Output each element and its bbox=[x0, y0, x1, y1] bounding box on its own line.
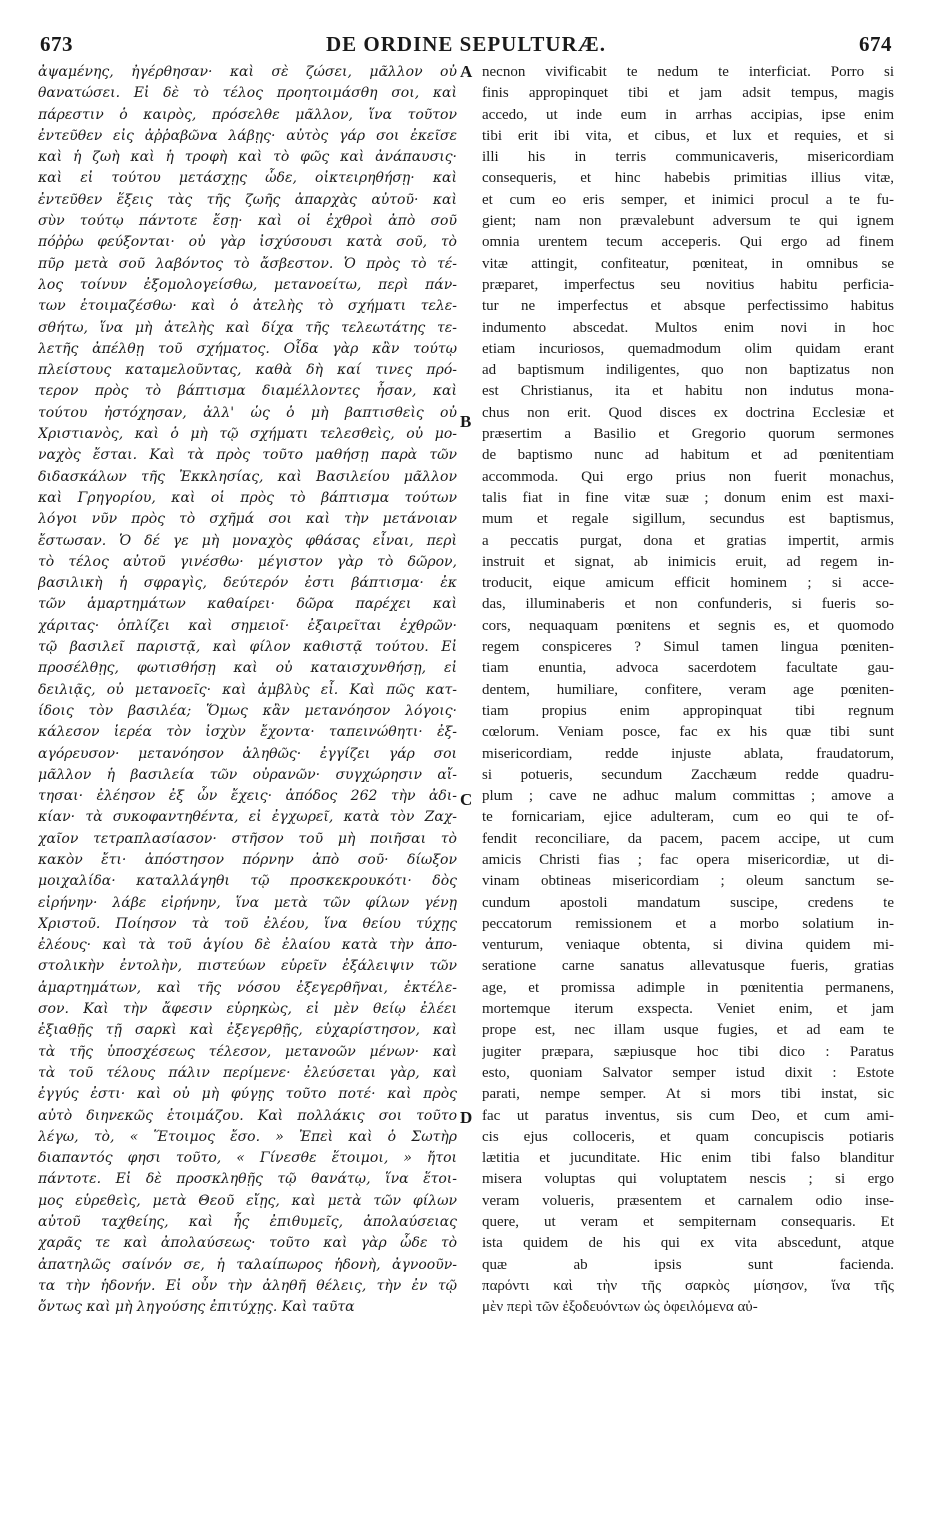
greek-text-line: πῦρ μετὰ σοῦ λαβόντος τὸ ἄσβεστον. Ὁ πρὸς τὸ τέ- bbox=[38, 255, 457, 272]
latin-text-line: tur ne imperfectus et absque perfectissimo habitus bbox=[482, 298, 894, 315]
greek-text-line: ἐξιαθῇς τῇ σαρκὶ καὶ ἐξεγερθῇς, εὐχαρίστησον, καὶ bbox=[38, 1022, 457, 1039]
latin-text-line: tiam enuntia, advoca sacerdotem facultate gau- bbox=[482, 660, 894, 677]
greek-text-line: χαῖον τετραπλασίασον· στῆσον τοῦ μὴ ποιῆσαι τὸ bbox=[38, 830, 457, 847]
greek-text-line: χαρᾶς τε καὶ ἀπολαύσεως· τοῦτο καὶ γὰρ ὧδε τὸ bbox=[38, 1235, 457, 1252]
latin-text-line: lætitia et jucunditate. Hic enim tibi falso blanditur bbox=[482, 1150, 894, 1167]
latin-text-line: troducit, eique amicum efficit hominem ; si acce- bbox=[482, 575, 894, 592]
latin-text-line: παρόντι καὶ τὴν τῆς σαρκὸς μίσησον, ἵνα τῆς bbox=[482, 1277, 894, 1294]
greek-text-line: κάλεσον ἱερέα τὸν ἰσχὺν ἔχοντα· ταπεινώθητι· ἐξ- bbox=[38, 724, 457, 741]
latin-text-line: te fornicariam, ejice adulteram, cum eo qui te of- bbox=[482, 809, 894, 826]
latin-text-line: a peccatis purgat, dona et gratias impertit, armis bbox=[482, 532, 894, 549]
greek-text-line: δειλιᾷς, οὐ μετανοεῖς· καὶ ἀμβλὺς εἶ. Καὶ πῶς κατ- bbox=[38, 681, 457, 698]
running-title: DE ORDINE SEPULTURÆ. bbox=[325, 32, 607, 56]
greek-text-line: αὐτὸ διηνεκῶς ἑτοιμάζου. Καὶ πολλάκις σοι τοῦτο bbox=[38, 1107, 457, 1124]
latin-text-line: cœlorum. Veniam posce, fac ex his quæ tibi sunt bbox=[482, 724, 894, 741]
latin-text-line: et cum eo eris semper, et inimici procul a te fu- bbox=[482, 191, 894, 208]
greek-text-line: αγόρευσον· μετανόησον ἀληθῶς· ἐγγίζει γάρ σοι bbox=[38, 745, 457, 762]
latin-text-line: cundum apostoli mandatum suscipe, credens te bbox=[482, 894, 894, 911]
greek-text-line: των ἑτοιμαζέσθω· καὶ ὁ ἀτελὴς τὸ σχήματι τελε- bbox=[38, 298, 457, 315]
latin-text-line: accommoda. Qui ergo prius non fuerit monachus, bbox=[482, 468, 894, 485]
greek-text-line: πάρεστιν ὁ καιρὸς, πρόσελθε μᾶλλον, ἵνα τοῦτον bbox=[38, 106, 457, 123]
latin-text-line: gient; nam non prævalebunt adversum te qui ignem bbox=[482, 213, 894, 230]
latin-text-line: venturum, veniaque obtenta, si divina quidem mi- bbox=[482, 937, 894, 954]
latin-text-line: regem conspiceres ? Simul tamen lingua pœniten- bbox=[482, 639, 894, 656]
greek-text-line: λόγοι νῦν πρὸς τὸ σχῆμά σοι καὶ τὴν μετάνοιαν bbox=[38, 511, 457, 528]
greek-text-line: κακὸν ἔτι· ἀπόστησον πόρνην ἀπὸ σοῦ· δίωξον bbox=[38, 851, 457, 868]
greek-text-line: ἀπατηλῶς σαίνόν σε, ἡ ταλαίπωρος ἡδονὴ, ἀγνοοῦν- bbox=[38, 1256, 457, 1273]
latin-text-line: seratione carne sanatus allevatusque fueris, gratias bbox=[482, 958, 894, 975]
latin-text-line: indumento abscedat. Multos enim novi in hoc bbox=[482, 319, 894, 336]
greek-text-line: ίδοις τὸν βασιλέα; Ὅμως κἂν μετανόησον λόγοις· bbox=[38, 702, 457, 719]
latin-text-line: fac ut paratus inventus, sis cum Deo, et cum ami- bbox=[482, 1107, 894, 1124]
greek-text-line: λετῆς ἀπέλθῃ τοῦ σχήματος. Οἶδα γὰρ κἂν τούτῳ bbox=[38, 340, 457, 357]
greek-text-line: ἐγγύς ἐστι· καὶ οὐ μὴ φύγῃς τοῦτο ποτέ· καὶ πρὸς bbox=[38, 1086, 457, 1103]
greek-text-line: τερον πρὸς τὸ βάπτισμα διαμέλλοντες ἦσαν, καὶ bbox=[38, 383, 457, 400]
greek-text-line: τὸ τέλος αὐτοῦ γινέσθω· μέγιστον γὰρ τὸ δῶρον, bbox=[38, 553, 457, 570]
greek-text-line: τα τὴν ἡδονήν. Εἰ οὖν τὴν ἀληθῆ θέλεις, τὴν ἐν τῷ bbox=[38, 1277, 457, 1294]
latin-text-line: dentem, humiliare, confitere, veram age pœniten- bbox=[482, 681, 894, 698]
latin-text-line: ad baptismum indiligentes, quo non baptizatus non bbox=[482, 362, 894, 379]
latin-text-line: illi his in terris communicaveris, misericordiam bbox=[482, 149, 894, 166]
section-marker-a: A bbox=[460, 62, 473, 81]
latin-text-line: fendit reconciliare, da pacem, pacem accipe, ut cum bbox=[482, 830, 894, 847]
page-number-left: 673 bbox=[40, 32, 73, 56]
greek-text-line: εἰρήνην· λάβε εἰρήνην, ἵνα μετὰ τῶν φίλων γένῃ bbox=[38, 894, 457, 911]
latin-text-line: ista quidem de his qui ex vita abscedunt, atque bbox=[482, 1235, 894, 1252]
latin-text-line: misera voluptas qui voluptatem nescis ; si ergo bbox=[482, 1171, 894, 1188]
greek-text-line: ἐντεῦθεν ἕξεις τὰς τῆς ζωῆς ἀπαρχὰς αὐτοῦ· καὶ bbox=[38, 191, 457, 208]
section-marker-c: C bbox=[460, 790, 473, 809]
greek-text-line: χάριτας· ὁπλίζει καὶ σημειοῖ· ἐξαιρεῖται ἐχθρῶν· bbox=[38, 617, 457, 634]
latin-text-line: veram volueris, præsentem et carnalem odio inse- bbox=[482, 1192, 894, 1209]
greek-text-line: κίαν· τὰ συκοφαντηθέντα, εἰ ἐγχωρεῖ, κατὰ τὸν Ζαχ- bbox=[38, 809, 457, 826]
page-number-right: 674 bbox=[859, 32, 892, 56]
latin-text-line: consequeris, et hinc habebis primitias illius vitæ, bbox=[482, 170, 894, 187]
section-marker-d: D bbox=[460, 1108, 473, 1127]
greek-text-line: σον. Καὶ τὴν ἄφεσιν εὑρηκὼς, εἰ μὲν θείῳ ἐλέει bbox=[38, 1001, 457, 1018]
greek-text-line: καὶ ἡ ζωὴ καὶ ἡ τροφὴ καὶ τὸ φῶς καὶ ἀνάπαυσις· bbox=[38, 149, 457, 166]
greek-text-line: ὄντως καὶ μὴ ληγούσης ἐπιτύχῃς. Καὶ ταῦτα bbox=[38, 1299, 355, 1316]
greek-text-line: καὶ Γρηγορίου, καὶ οἱ πρὸς τὸ βάπτισμα τούτων bbox=[38, 489, 457, 506]
greek-text-line: διδασκάλων τῆς Ἐκκλησίας, καὶ Βασιλείου μᾶλλον bbox=[38, 468, 457, 485]
latin-text-line: vitæ attingit, confiteatur, pœniteat, in omnibus se bbox=[482, 255, 894, 272]
latin-text-line: vinam obtineas misericordiam ; oleum sanctum se- bbox=[482, 873, 894, 890]
greek-text-line: σθήτω, ἵνα μὴ ἀτελὴς καὶ δίχα τῆς τελεωτάτης τε- bbox=[38, 319, 457, 336]
latin-text-line: μὲν περὶ τῶν ἐξοδευόντων ὡς ὀφειλόμενα αὐ- bbox=[482, 1299, 758, 1316]
greek-text-line: ἔστωσαν. Ὁ δέ γε μὴ μοναχὸς φθάσας εἶναι, περὶ bbox=[38, 532, 457, 549]
latin-text-line: præparet, imperfectus seu novitius habitu perficia- bbox=[482, 276, 894, 293]
greek-column bbox=[38, 62, 457, 1319]
greek-text-line: τὰ τοῦ τέλους πάλιν περίμενε· ἐλεύσεται γὰρ, καὶ bbox=[38, 1064, 457, 1081]
greek-text-line: πόῤῥω φεύξονται· οὐ γὰρ ἰσχύσουσι κατὰ σοῦ, τὸ bbox=[38, 234, 457, 251]
greek-text-line: ναχὸς ἔσται. Καὶ τὰ πρὸς τοῦτο μαθήσῃ παρὰ τῶν bbox=[38, 447, 457, 464]
latin-column bbox=[482, 62, 894, 1319]
greek-text-line: Χριστιανὸς, καὶ ὁ μὴ τῷ σχήματι τελεσθεὶς, οὐ μο- bbox=[38, 426, 457, 443]
latin-text-line: esto, quoniam Salvator semper istud dixit : Estote bbox=[482, 1064, 894, 1081]
latin-text-line: instruit et signat, ab inimicis eruit, ad regem in- bbox=[482, 553, 894, 570]
greek-text-line: διαπαντός φησι τοῦτο, « Γίνεσθε ἕτοιμοι, » ἤτοι bbox=[38, 1150, 457, 1167]
greek-text-line: τησαι· ἐλέησον ἐξ ὧν ἔχεις· ἀπόδος 262 τὴν ἀδι- bbox=[38, 788, 457, 805]
page-header bbox=[40, 32, 892, 58]
latin-text-line: est Christianus, ita et habitu non indutus mona- bbox=[482, 383, 894, 400]
greek-text-line: Χριστοῦ. Ποίησον τὰ τοῦ ἐλέου, ἵνα θείου τύχῃς bbox=[38, 915, 457, 932]
greek-text-line: λος τοίνυν ἐξομολογείσθω, μετανοείτω, περὶ πάν- bbox=[38, 276, 457, 293]
latin-text-line: accedo, ut inde eum in arrhas accipias, ipse enim bbox=[482, 106, 894, 123]
greek-text-line: ἐλέους· καὶ τὰ τοῦ ἁγίου δὲ ἐλαίου κατὰ τὴν ἀπο- bbox=[38, 937, 457, 954]
latin-text-line: mortemque iterum exspecta. Veniet enim, et jam bbox=[482, 1001, 894, 1018]
greek-text-line: στολικὴν ἐντολὴν, πιστεύων εὑρεῖν ἐξάλειψιν τῶν bbox=[38, 958, 457, 975]
section-marker-b: B bbox=[460, 412, 472, 431]
greek-text-line: τῶν ἁμαρτημάτων καθαίρει· δῶρα παρέχει καὶ bbox=[38, 596, 457, 613]
greek-text-line: μοιχαλίδα· καταλλάγηθι τῷ προσκεκρουκότι· δὸς bbox=[38, 873, 457, 890]
latin-text-line: finis appropinquet tibi et jam adsit tempus, magis bbox=[482, 85, 894, 102]
latin-text-line: quæ ab ipsis sunt facienda. bbox=[482, 1256, 894, 1273]
greek-text-line: τῷ βασιλεῖ παριστᾷ, καὶ φίλον καθιστᾷ τούτου. Εἰ bbox=[38, 639, 457, 656]
latin-text-line: omnia urentem tecum acceperis. Qui ergo ad finem bbox=[482, 234, 894, 251]
latin-text-line: prope est, nec illam usque fugies, et ad eam te bbox=[482, 1022, 894, 1039]
latin-text-line: præsertim a Basilio et Gregorio quorum sermones bbox=[482, 426, 894, 443]
greek-text-line: καὶ εἰ τούτου μετάσχῃς ὧδε, οἰκτειρηθήσῃ· καὶ bbox=[38, 170, 457, 187]
latin-text-line: chus non erit. Quod disces ex doctrina Ecclesiæ et bbox=[482, 404, 894, 421]
latin-text-line: plum ; cave ne adhuc malum committas ; amove a bbox=[482, 788, 894, 805]
latin-text-line: mum et regale sigillum, secundus est baptismus, bbox=[482, 511, 894, 528]
latin-text-line: de baptismo nunc ad habitum et ad pœnitentiam bbox=[482, 447, 894, 464]
latin-text-line: das, illuminaberis et non confunderis, si fueris so- bbox=[482, 596, 894, 613]
latin-text-line: tiam propius enim appropinquat tibi regnum bbox=[482, 702, 894, 719]
latin-text-line: necnon vivificabit te nedum te interficiat. Porro si bbox=[482, 64, 894, 80]
greek-text-line: αὐτοῦ ταχθείης, καὶ ἧς ἐπιθυμεῖς, ἀπολαύσειας bbox=[38, 1214, 457, 1231]
latin-text-line: age, et promissa adimple in pœnitentia permanens, bbox=[482, 979, 894, 996]
greek-text-line: ἀψαμένης, ἠγέρθησαν· καὶ σὲ ζώσει, μᾶλλον οὐ bbox=[38, 64, 457, 80]
latin-text-line: cors, nequaquam pœnitens et segnis es, et quomodo bbox=[482, 617, 894, 634]
greek-text-line: λέγω, τὸ, « Ἕτοιμος ἔσο. » Ἐπεὶ καὶ ὁ Σωτὴρ bbox=[38, 1128, 457, 1145]
greek-text-line: τὰ τῆς ὑποσχέσεως τέλεσον, μετανοῶν μένων· καὶ bbox=[38, 1043, 457, 1060]
greek-text-line: προσέλθῃς, φωτισθήσῃ καὶ οὐ καταισχυνθήσῃ, εἰ bbox=[38, 660, 457, 677]
greek-text-line: θανατώσει. Εἰ δὲ τὸ τέλος προητοιμάσθη σοι, καὶ bbox=[38, 85, 457, 102]
greek-text-line: μος εὑρεθεὶς, μετὰ Θεοῦ εἴῃς, καὶ μετὰ τῶν φίλων bbox=[38, 1192, 457, 1209]
latin-text-line: jugiter præpara, sæpiusque hoc tibi dico : Paratus bbox=[482, 1043, 894, 1060]
latin-text-line: misericordiam, redde injuste ablata, fraudatorum, bbox=[482, 745, 894, 762]
latin-text-line: cis ejus colloceris, et quam concupiscis potiaris bbox=[482, 1128, 894, 1145]
latin-text-line: etiam incuriosos, quemadmodum olim quidam erant bbox=[482, 340, 894, 357]
greek-text-line: τούτου ἠστόχησαν, ἀλλ' ὡς ὁ μὴ βαπτισθεὶς οὐ bbox=[38, 404, 457, 421]
greek-text-line: ἁμαρτημάτων, καὶ τῆς νόσου ἐξεγερθῆναι, ἐκτέλε- bbox=[38, 979, 457, 996]
greek-text-line: βασιλικὴ ἡ σφραγὶς, δεύτερόν ἐστι βάπτισμα· ἐκ bbox=[38, 575, 457, 592]
greek-text-line: ἐντεῦθεν εἰς ἀῤῥαβῶνα λάβῃς· αὐτὸς γάρ σοι ἐκεῖσε bbox=[38, 127, 457, 144]
greek-text-line: πάντοτε. Εἰ δὲ προσκληθῇς τῷ θανάτῳ, ἵνα ἕτοι- bbox=[38, 1171, 457, 1188]
latin-text-line: talis fiat in fine vitæ suæ ; donum enim est maxi- bbox=[482, 489, 894, 506]
latin-text-line: tibi erit ibi vita, et cibus, et lux et requies, et si bbox=[482, 127, 894, 144]
greek-text-line: πλείστους καταμελοῦντας, καθὰ δὴ καί τινες πρό- bbox=[38, 362, 457, 379]
latin-text-line: peccatorum remissionem et a morbo solatium in- bbox=[482, 915, 894, 932]
greek-text-line: μᾶλλον ἡ βασιλεία τῶν οὐρανῶν· συγχώρησιν αἴ- bbox=[38, 766, 457, 783]
latin-text-line: si potueris, secundum Zacchæum redde quadru- bbox=[482, 766, 894, 783]
greek-text-line: σὺν τούτῳ πάντοτε ἔσῃ· καὶ οἱ ἐχθροὶ ἀπὸ σοῦ bbox=[38, 213, 457, 230]
latin-text-line: amicis Christi fias ; fac opera misericordiæ, ut di- bbox=[482, 851, 894, 868]
latin-text-line: quere, ut veram et sempiternam consequaris. Et bbox=[482, 1214, 894, 1231]
latin-text-line: parati, nempe semper. At si mors tibi instat, sic bbox=[482, 1086, 894, 1103]
